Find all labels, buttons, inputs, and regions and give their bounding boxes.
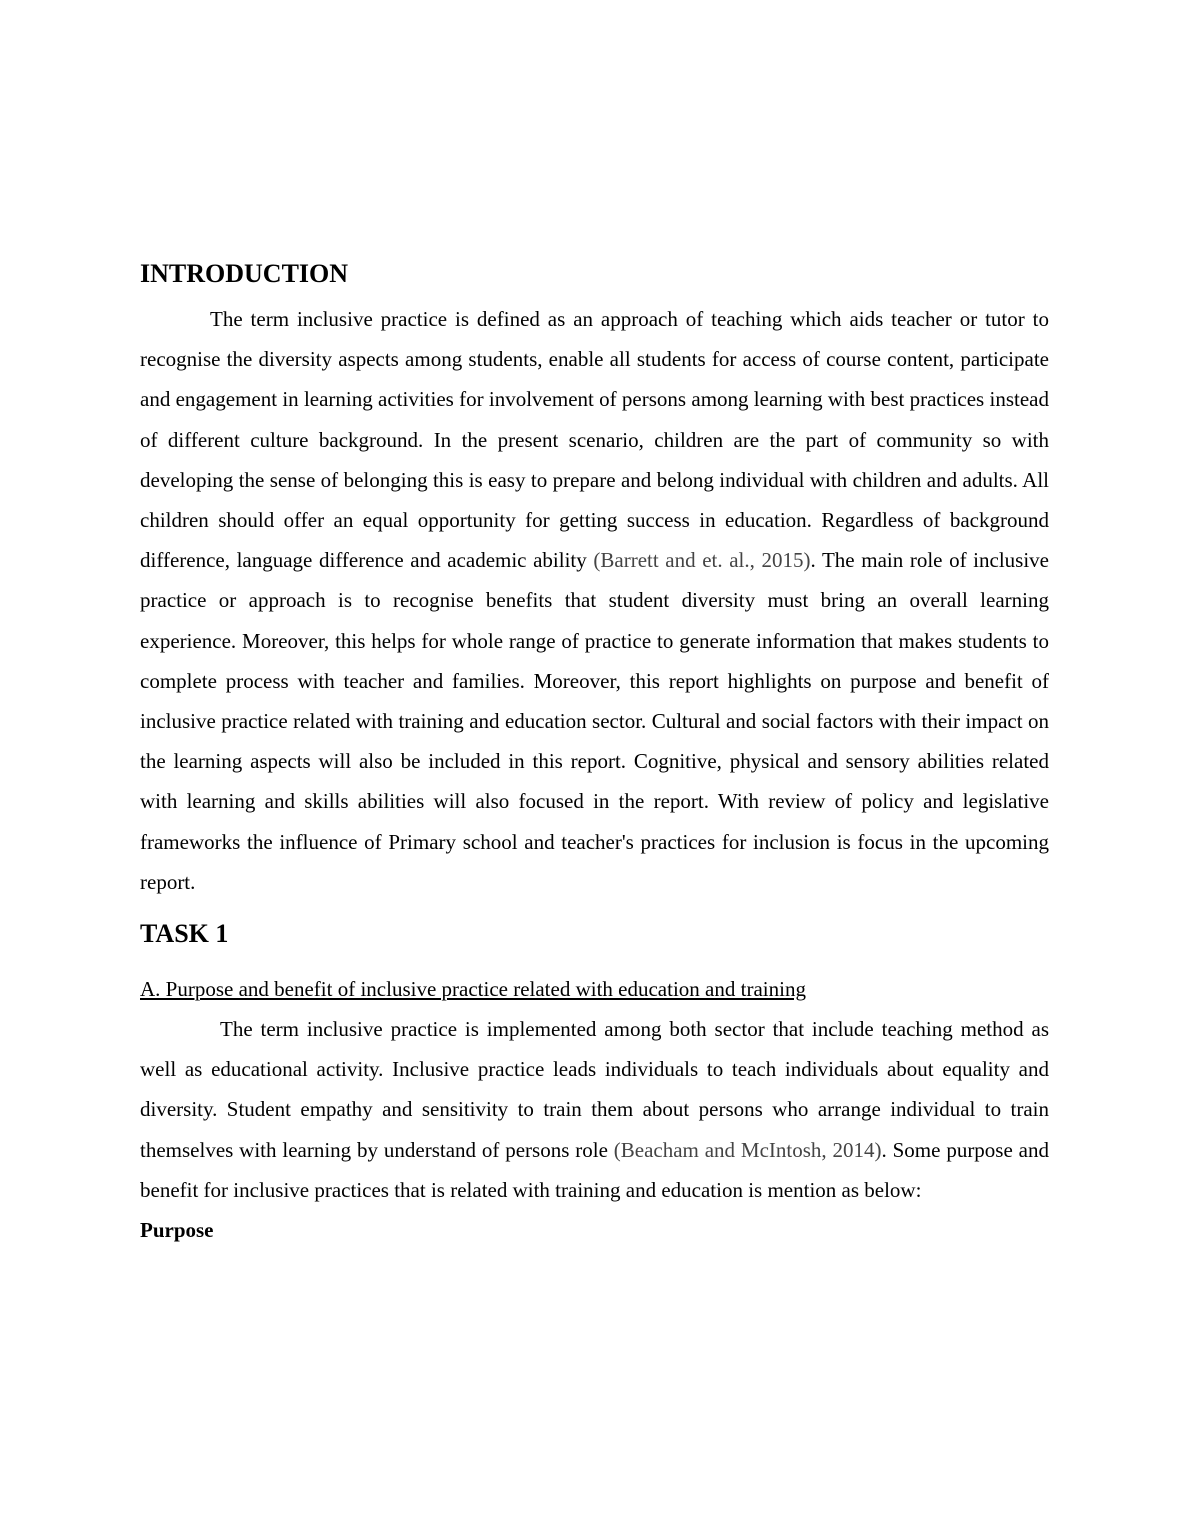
introduction-citation: (Barrett and et. al., 2015) — [593, 548, 811, 573]
introduction-paragraph — [140, 299, 1049, 902]
task1-citation: (Beacham and McIntosh, 2014) — [613, 1137, 882, 1162]
task1-text-part1: The term inclusive practice is implemented among both sector that include teaching method as well as educational activity. Inclusive practice leads individuals to teach individuals about equality and diversity. Student empathy and sensitivity to train them about persons who arrange individual to train themselves with learning by understand of persons role — [140, 1017, 1049, 1162]
introduction-text-part1: The term inclusive practice is defined as an approach of teaching which aids teacher or tutor to recognise the diversity aspects among students, enable all students for access of course content, participate and engagement in learning activities for involvement of persons among learning with best practices instead of different culture background. In the present scenario, children are the part of community so with developing the sense of belonging this is easy to prepare and belong individual with children and adults. All children should offer an equal opportunity for getting success in education. Regardless of background difference, language difference and academic ability — [140, 307, 1049, 573]
document-page — [140, 256, 1049, 1250]
task1-heading: TASK 1 — [140, 919, 229, 949]
task1-paragraph — [140, 1009, 1049, 1210]
task1-text-part2: . Some purpose and benefit for inclusive practices that is related with training and education is mention as below: — [140, 1137, 1049, 1202]
introduction-text-part2: . The main role of inclusive practice or approach is to recognise benefits that student diversity must bring an overall learning experience. Moreover, this helps for whole range of practice to generate information that makes students to complete process with teacher and families. Moreover, this report highlights on purpose and benefit of inclusive practice related with training and education sector. Cultural and social factors with their impact on the learning aspects will also be included in this report. Cognitive, physical and sensory abilities related with learning and skills abilities will also focused in the report. With review of policy and legislative frameworks the influence of Primary school and teacher's practices for inclusion is focus in the upcoming report. — [140, 548, 1050, 894]
introduction-heading: INTRODUCTION — [140, 259, 349, 288]
task1-subheading: A. Purpose and benefit of inclusive practice related with education and training — [140, 977, 806, 1002]
purpose-label: Purpose — [140, 1218, 214, 1243]
